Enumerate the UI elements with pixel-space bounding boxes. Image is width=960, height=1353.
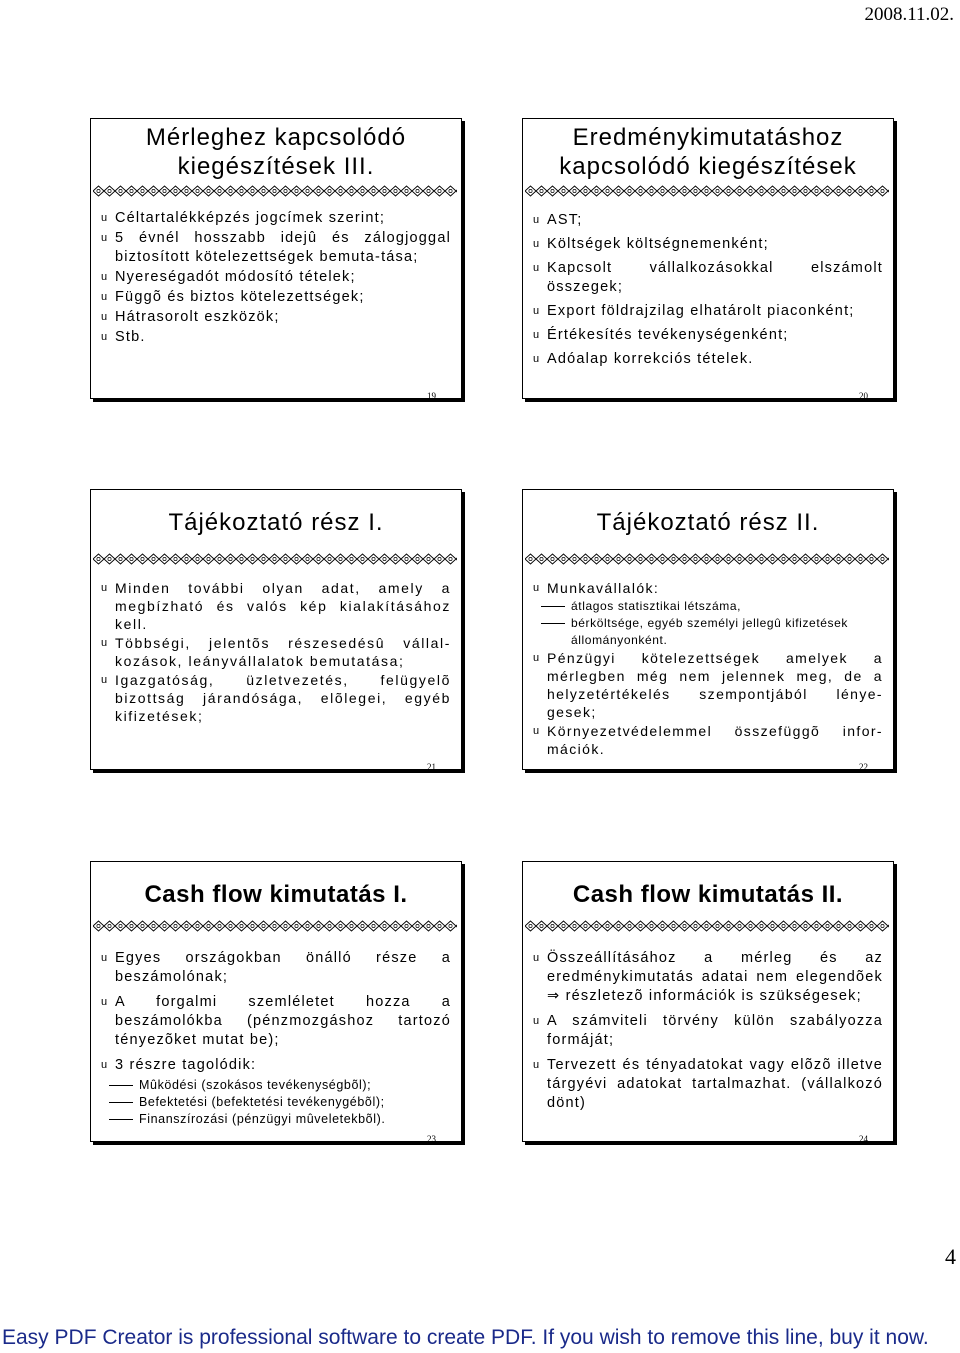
decorative-divider xyxy=(525,185,889,197)
slide-title: Cash flow kimutatás I. xyxy=(144,881,408,908)
footer-notice: Easy PDF Creator is professional software to create PDF. If you wish to remove this line, buy it now. xyxy=(2,1326,929,1349)
list-item: u Pénzügyi kötelezettségek amelyek a mérlegben még nem jelennek meg, de a helyzetértékelés szempontjából lénye-gesek; xyxy=(533,650,883,720)
slide-number: 23 xyxy=(427,1134,436,1144)
decorative-divider xyxy=(525,553,889,565)
slide-number: 22 xyxy=(859,762,868,772)
list-item: u 3 részre tagolódik: xyxy=(101,1057,257,1073)
list-item: u Összeállításához a mérleg és az eredménykimutatás adatai nem elegendõek ⇒ részletezõ információk is szükségesek; xyxy=(533,950,883,1004)
slide-title: Tájékoztató rész I. xyxy=(168,509,384,536)
list-item: u Többségi, jelentõs részesedésû vállal-kozások, leányvállalatok bemutatása; xyxy=(101,635,451,669)
page-number: 4 xyxy=(945,1244,956,1269)
decorative-divider xyxy=(93,553,457,565)
slide-title: Tájékoztató rész II. xyxy=(596,509,820,536)
decorative-divider xyxy=(525,920,889,932)
list-item: u Hátrasorolt eszközök; xyxy=(101,309,280,325)
slide-19 xyxy=(90,118,462,399)
list-item: u Függõ és biztos kötelezettségek; xyxy=(101,289,365,305)
list-item: u A számviteli törvény külön szabályozza formáját; xyxy=(533,1013,883,1048)
slide-body xyxy=(101,579,451,726)
sub-list-item: bérköltsége, egyéb személyi jellegû kifizetések állományonként. xyxy=(533,615,883,649)
list-item: u Költségek költségnemenként; xyxy=(533,236,769,252)
list-item: u AST; xyxy=(533,212,583,228)
list-item: u Igazgatóság, üzletvezetés, felügyelõ bizottság járandósága, elõlegei, egyéb kifizetések; xyxy=(101,672,451,724)
list-item: u Kapcsolt vállalkozásokkal elszámolt összegek; xyxy=(533,260,883,295)
slide-title: Eredménykimutatáshoz kapcsolódó kiegészítések xyxy=(559,124,857,180)
list-item: u Céltartalékképzés jogcímek szerint; xyxy=(101,210,386,226)
list-item: u A forgalmi szemléletet hozza a beszámolókba (pénzmozgáshoz tartozó tényezõket mutat be); xyxy=(101,994,451,1048)
list-item: u Környezetvédelemmel összefüggõ infor-mációk. xyxy=(533,723,883,757)
slide-body xyxy=(533,949,883,1114)
list-item: u Értékesítés tevékenységenként; xyxy=(533,327,789,343)
list-item: u Tervezett és tényadatokat vagy elõzõ illetve tárgyévi adatokat tartalmazhat. (vállalkozó dönt) xyxy=(533,1057,883,1111)
list-item: u Export földrajzilag elhatárolt piaconként; xyxy=(533,303,855,319)
slide-number: 24 xyxy=(859,1134,868,1144)
slide-23 xyxy=(90,861,462,1142)
slide-body xyxy=(533,579,883,759)
list-item: u Adóalap korrekciós tételek. xyxy=(533,351,754,367)
list-item: u Munkavállalók: xyxy=(533,580,660,596)
slide-body xyxy=(101,209,451,348)
list-item: u Nyereségadót módosító tételek; xyxy=(101,269,356,285)
slide-21 xyxy=(90,489,462,770)
header-date: 2008.11.02. xyxy=(864,4,954,25)
sub-list-item: átlagos statisztikai létszáma, xyxy=(533,598,883,615)
sub-list-item: Mûködési (szokásos tevékenységbõl); xyxy=(101,1077,451,1094)
slide-number: 21 xyxy=(427,762,436,772)
list-item: u 5 évnél hosszabb idejû és zálogjoggal biztosított kötelezettségek bemuta-tása; xyxy=(101,230,451,265)
slide-body xyxy=(101,949,451,1128)
list-item: u Egyes országokban önálló része a beszámolónak; xyxy=(101,950,451,985)
slide-body xyxy=(533,211,883,370)
sub-list-item: Befektetési (befektetési tevékenygébõl); xyxy=(101,1094,451,1111)
slide-title: Mérleghez kapcsolódó kiegészítések III. xyxy=(145,124,407,180)
slide-22 xyxy=(522,489,894,770)
sub-list-item: Finanszírozási (pénzügyi mûveletekbõl). xyxy=(101,1111,451,1128)
slide-number: 20 xyxy=(859,391,868,401)
slide-number: 19 xyxy=(427,391,436,401)
slide-title: Cash flow kimutatás II. xyxy=(572,881,844,908)
decorative-divider xyxy=(93,920,457,932)
list-item: u Stb. xyxy=(101,329,146,345)
decorative-divider xyxy=(93,185,457,197)
slide-24 xyxy=(522,861,894,1142)
slide-20 xyxy=(522,118,894,399)
implies-arrow-icon: ⇒ xyxy=(547,988,561,1004)
list-item: u Minden további olyan adat, amely a megbízható és valós kép kialakításához kell. xyxy=(101,580,451,632)
